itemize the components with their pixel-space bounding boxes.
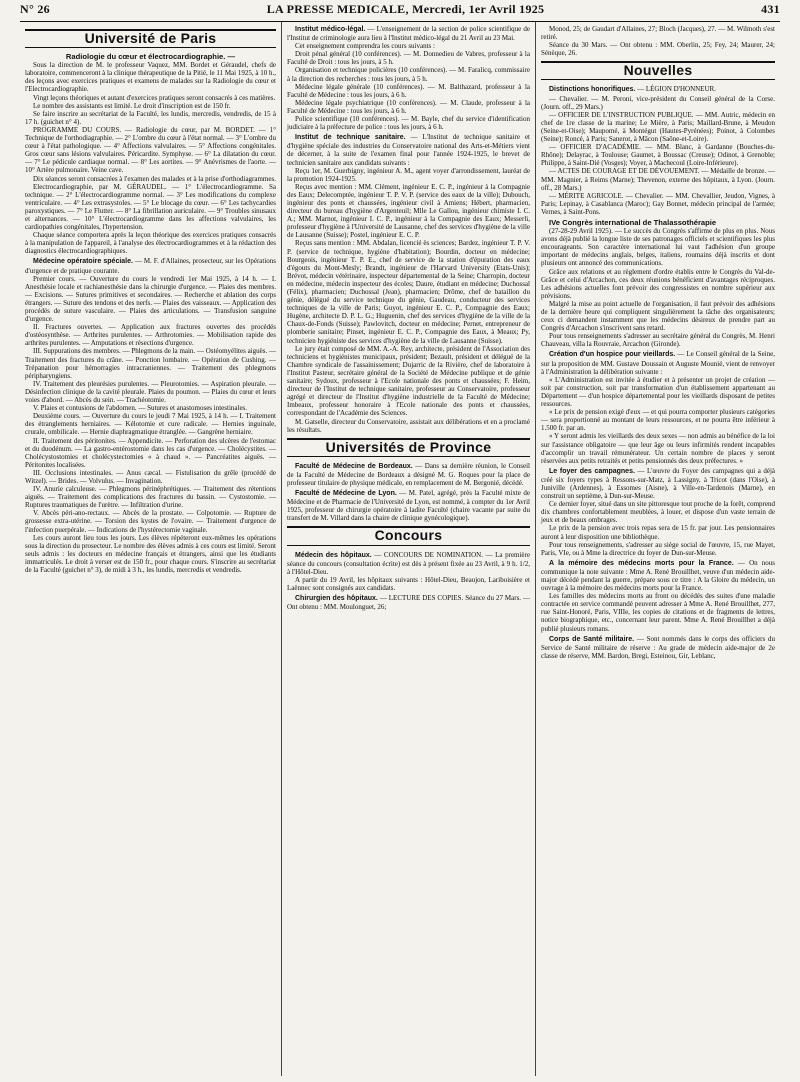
paragraph: V. Abcès péri-ano-rectaux. — Abcès de la prostate. — Colpotomie. — Rupture de grossesse extra-utérine. — Torsion des kystes de l'ovaire. — Traitement d'urgence de l'infection puerpérale. — Indications de l'hystérectomie vaginale. [25,509,276,534]
paragraph: Monod, 25; de Gaudart d'Allaines, 27; Bloch (Jacques), 27. — M. Wilmoth s'est retiré. [541,25,775,42]
paragraph: IV. Traitement des pleurésies purulentes. — Pleurotomies. — Aspiration pleurale. — Désinfection clinique de la cavité pleurale. Plaies du poumon. — Plaies du cœur et leurs voies d'abord. — Abcès du sein. — Trachéotomie. [25,379,276,405]
paragraph: A partir du 19 Avril, les hôpitaux suivants : Hôtel-Dieu, Beaujon, Lariboisière et Laënnec sont consignés aux candidats. [287,575,530,592]
subsection-institut-medico-legal: Institut médico-légal. — L'enseignement de la section de police scientifique de l'Institut de criminologie aura lieu à l'Institut médico-légal du 21 Avril au 23 Mai. [287,25,530,43]
subsection-title: Le foyer des campagnes. [549,467,635,475]
paragraph: Pour tous renseignements, s'adresser au siège social de l'œuvre, 15, rue Mayet, Paris, VIe, ou à Mme la directrice du foyer de Dun-sur-Meuse. [541,540,775,557]
section-heading-universite-paris: Université de Paris [25,29,276,48]
paragraph: Reçus sans mention : MM. Abdalan, licencié ès sciences; Bardez, ingénieur T. P. V. P. (service de technique, hygiène d'habitation); Bourdin, docteur en médecine; Bourgeois, ingénieur T. P. E., chef de service de la station d'épuration des eaux d'égouts du Mont-Mesly; Brandt, ingénieur de l'Harvard University (Etats-Unis); Brévot, médecin vétérinaire, inspecteur départemental de la Seine; Charropin, docteur en médecine, médecin inspecteur des écoles; Daure, étudiant en médecine; Duchossal (Félix), pharmacien; Duchossal (Jean), pharmacien; Drôme, chef de bataillon du génie, délégué du service technique du génie, Gaudeau, conducteur des services techniques de la ville de Paris; Guyot, ingénieur E. C. P., Compagnie des Eaux; Hugène, architecte D. P. L. G.; Huguenin, chef des services d'hygiène de la ville de la Chaux-de-Fonds (Suisse); Pawlovitch, docteur en médecine; Pernet, entrepreneur de plomberie sanitaire; Pinset, ingénieur E. C. P., Compagnie des Eaux, à Meaux; Py, technicien hygiéniste des services d'hygiène de la ville de Lausanne (Suisse). [287,239,530,345]
subsection-title: Faculté de Médecine de Bordeaux. [295,462,413,470]
subsection-corps-sante: Corps de Santé militaire. — Sont nommés dans le corps des officiers du Service de Santé militaire de réserve : Au grade de médecin aide-major de 2e classe de réserve, MM. Bardon, Bregi, Esteinou, Gir, Leblanc, [541,634,775,660]
paragraph: « Y seront admis les vieillards des deux sexes — non admis au bénéfice de la loi sur l'assistance obligatoire — que leur âge ou leurs infirmités rendent incapables d'accomplir un travail rémunérateur. Un certain nombre de places y seront réservées aux petits retraités et petits pensionnés des deux préfectures. » [541,432,775,465]
subsection-intro: — M. F. d'Allaines, prosecteur, sur les Opérations d'urgence et de pratique courante. [25,257,276,275]
section-heading-nouvelles: Nouvelles [541,61,775,80]
paragraph: Grâce aux relations et au règlement d'ordre établis entre le Congrès du Val-de-Grâce et celui d'Arcachon, ces deux réunions bénéficient d'avantages réciproques. Les adhésions actuelles font prévoir des congressistes en nombre supérieur aux prévisions. [541,267,775,300]
paragraph: Médecine légale générale (10 conférences). — M. Balthazard, professeur à la Faculté de Médecine : tous les jours, à 6 h. [287,82,530,99]
paragraph: IV. Anurie calculeuse. — Phlegmons périnéphrétiques. — Traitement des rétentions aiguës. — Traitement des complications des fractures du bassin. — Cystostomie. — Ruptures traumatiques de l'urètre. — Infiltration d'urine. [25,485,276,510]
paragraph: Premier cours. — Ouverture du cours le vendredi 1er Mai 1925, à 14 h. — I. Anesthésie locale et rachianesthésie dans la chirurgie d'urgence. — Plaies des membres. — Excisions. — Sutures primitives et secondaires. — Recherche et ablation des corps étrangers. — Suture des tendons et des nerfs. — Plaies des vaisseaux. — Application des procédés de suture vasculaire. — Plaies des articulations. — Transfusion sanguine d'urgence. [25,274,276,324]
journal-title: LA PRESSE MEDICALE, Mercredi, 1er Avril 1925 [266,2,545,16]
paragraph: — Chevalier. — M. Peroni, vice-président du Conseil général de la Corse. (Journ. off., 29 Mars.) [541,94,775,111]
subsection-chirurgien-hopitaux: Chirurgien des hôpitaux. — LECTURE DES COPIES. Séance du 27 Mars. — Ont obtenu : MM. Moulonguet, 26; [287,594,531,612]
paragraph: Electrocardiographie, par M. GÉRAUDEL. — 1° L'électrocardiogramme. Sa technique. — 2° L'électrocardiogramme normal. — 3° Les modifications du complexe ventriculaire. — 4° Les extrasystoles. — 5° Le blocage du cœur. — 6° Les tachycardies paroxystiques. — 7° Le Flutter. — 8° La fibrillation auriculaire. — 9° Troubles sinusaux et alternances. — 10° L'électrocardiogramme dans les affections valvulaires, les cardiopathies congénitales, l'hypertension. [25,182,276,232]
subsection-lyon: Faculté de Médecine de Lyon. — M. Patel, agrégé, près la Faculté mixte de Médecine et de Pharmacie de l'Université de Lyon, est nommé, à compter du 1er Avril 1925, professeur de chirurgie opératoire à ladite Faculté (chaire vacante par suite du transfert de M. Villard dans la chaire de clinique gynécologique). [287,489,530,523]
subsection-institut-technique-sanitaire: Institut de technique sanitaire. — L'Institut de technique sanitaire et d'hygiène spéciale des industries du Conservatoire national des Arts-et-Métiers vient de décerner, à la suite de l'examen final pour l'année 1924-1925, le brevet de technicien sanitaire aux candidats suivants : [287,133,530,167]
column-2 [282,22,536,1076]
paragraph: Police scientifique (10 conférences). — M. Bayle, chef du service d'identification judiciaire à la préfecture de police : tous les jours, à 6 h. [287,115,530,132]
page-number-right: 431 [761,2,780,16]
subsection-title: Distinctions honorifiques. [549,86,636,94]
paragraph: Sous la direction de M. le professeur Vaquez, MM. Bordet et Géraudel, chefs de laboratoire, commenceront à la clinique thérapeutique de la Pitié, le 11 Mai 1925, à 10 h., des leçons avec exercices pratiques et examens de malades sur la Radiologie du cœur et l'Electrocardiographie. [25,61,276,94]
paragraph: V. Plaies et contusions de l'abdomen. — Sutures et anastomoses intestinales. [33,404,248,413]
subsection-title: Médecin des hôpitaux. [295,551,372,559]
paragraph: Séance du 30 Mars. — Ont obtenu : MM. Oberlin, 25; Fey, 24; Maurer, 24; Sénèque, 26. [541,41,775,58]
subsection-title-radiologie: Radiologie du cœur et électrocardiographie. — [65,52,236,62]
paragraph: Droit pénal général (10 conférences). — M. Donnedieu de Vabres, professeur à la Faculté de Droit : tous les jours, à 5 h. [287,50,530,67]
paragraph: Le prix de la pension avec trois repas sera de 15 fr. par jour. Les pensionnaires auront à leur disposition une bibliothèque. [541,524,775,541]
running-header [20,2,780,20]
subsection-title: Faculté de Médecine de Lyon. [295,490,397,498]
subsection-title: Médecine opératoire spéciale. [33,258,133,266]
paragraph: II. Fractures ouvertes. — Application aux fractures ouvertes des procédés d'ostéosynthèse. — Arthrites purulentes. — Arthrotomies. — Mobilisation rapide des arthrites purulentes. — Amputations et résections d'urgence. [25,323,276,348]
paragraph: Reçus avec mention : MM. Clément, ingénieur E. C. P., ingénieur à la Compagnie des Eaux; Delecomptée, ingénieur T. P. V. P. (service des eaux de la ville); Dubouch, ingénieur des ponts et chaussées, ingénieur civil à Amiens; Hébert, pharmacien, directeur du bureau d'hygiène d'Argenteuil; Mlle Le Gallou, ingénieur chimiste I. C. A.; MM. Marnot, ingénieur I. C. P., ingénieur à la Compagnie des Eaux; Messerli, professeur d'hygiène à l'Université de Lausanne, chef des services d'hygiène de la ville de Lausanne (Suisse); Postel, ingénieur E. C. P. [287,182,530,240]
subsection-bordeaux: Faculté de Médecine de Bordeaux. — Dans sa dernière réunion, le Conseil de la Faculté de Médecine de Bordeaux a désigné M. G. Roques pour la place de professeur titulaire de physique médicale, en remplacement de M. Bergonié, décédé. [287,461,530,487]
subsection-medecine-operatoire [25,257,276,274]
subsection-title: Chirurgien des hôpitaux. [295,595,378,602]
paragraph: Reçu 1er, M. Guerbigny, ingénieur A. M., agent voyer d'arrondissement, lauréat de la promotion 1924-1925. [287,166,530,183]
subsection-title: Création d'un hospice pour vieillards. [549,351,676,359]
paragraph: Malgré la mise au point actuelle de l'organisation, il faut prévoir des adhésions de la dernière heure qui compliquent singulièrement la tâche des organisateurs; ceux ci demandent instamment que les médecins désireux de prendre part au Congrès d'Arcachon s'inscrivent sans retard. [541,299,775,333]
paragraph: — OFFICIER DE L'INSTRUCTION PUBLIQUE. — MM. Autric, médecin en chef de 1re classe de la marine; Le Mière, à Paris; Maillard-Brune, à Meudon (Seine-et-Oise); Maupomé, à Montégut (Hautes-Pyrénées); Poinot, à Colombes (Seine); Roncé, à Paris; Sanerot, à Mâcon (Saône-et-Loire). [541,110,775,144]
subsection-title: Institut de technique sanitaire. [295,134,406,142]
paragraph: Deuxième cours. — Ouverture du cours le jeudi 7 Mai 1925, à 14 h. — I. Traitement des étranglements herniaires. — Kélotomie et cure radicale. — Hernies inguinale, crurale, ombilicale. — Hernie diaphragmatique étranglée. — Gangrène herniaire. [25,412,276,437]
paragraph: Vingt leçons théoriques et autant d'exercices pratiques seront consacrés à ces matières. [33,93,276,102]
paragraph: « L'Administration est invitée à étudier et à présenter un projet de création — soit par construction, soit par transformation d'un établissement appartenant au Département — d'un hospice départemental pour les vieillards disposant de petites ressources. [541,375,775,409]
paragraph: Dix séances seront consacrées à l'examen des malades et à la prise d'orthodiagrammes. [33,174,276,183]
subsection-title-congres: IVe Congrès international de Thalassothérapie [549,217,717,227]
subsection-memoire: A la mémoire des médecins morts pour la France. — On nous communique la note suivante : Mme A. René Brouillhet, veuve d'un médecin aide-major décédé pendant la guerre, prépare sous ce titre : A la Gloire du médecin, un ouvrage à la mémoire des médecins morts pour la France. [541,558,776,593]
subsection-hospice: Création d'un hospice pour vieillards. — Le Conseil général de la Seine, sur la proposition de MM. Gustave Doussain et Auguste Mounié, vient de renvoyer à l'Administration la délibération suivante : [541,350,775,376]
paragraph: III. Suppurations des membres. — Phlegmons de la main. — Ostéomyélites aiguës. — Traitement des fractures du crâne. — Ponction lombaire. — Opération de Cushing. — Trépanation pour hémorragies intracraniennes. — Traitement des phlegmons péripharyngiens. [25,347,276,380]
section-heading-universites-province: Universités de Province [287,438,530,457]
subsection-title: A la mémoire des médecins morts pour la France. [549,559,734,567]
subsection-title: Corps de Santé militaire. [549,635,635,643]
paragraph: Se faire inscrire au secrétariat de la Faculté, les lundis, mercredis, vendredis, de 15 à 17 h. (guichet n° 4). [25,109,276,126]
section-heading-concours: Concours [287,526,530,545]
paragraph: M. Gatselle, directeur du Conservatoire, assistait aux délibérations et en a proclamé les résultats. [287,417,530,434]
paragraph: Ce dernier foyer, situé dans un site pittoresque tout proche de la forêt, comprend dix chambres confortablement meublées, à louer, et dispose d'un vaste terrain de jeux et de beaux ombrages. [541,500,775,525]
paragraph: Cet enseignement comprendra les cours suivants : [295,42,435,51]
paragraph: Les familles des médecins morts au front ou décédés des suites d'une maladie contractée en service commandé peuvent adresser à Mme A. René Brouillhet, 277, rue Saint-Honoré, Paris, VIIIe, les copies de citations et de fragments de lettres, notice biographique, etc., concernant leur parent. Mme A. René Brouillhet a déjà publié plusieurs romans. [541,592,775,633]
paragraph: III. Occlusions intestinales. — Anus cæcal. — Fistulisation du grêle (procédé de Witzel). — Brides. — Volvulus. — Invagination. [25,468,276,485]
paragraph: — MÉRITE AGRICOLE. — Chevalier. — MM. Chevallier, Jeudon, Vignes, à Paris; Lepinay, à Casablanca (Maroc); Gay Bonnet, médecin principal de l'armée; Vernes, à Saint-Pons. [541,191,775,216]
paragraph: Organisation et technique policières (10 conférences). — M. Faralicq, commissaire à la direction des recherches : tous les jours, à 5 h. [287,66,530,83]
columns [20,22,780,1076]
column-1 [20,22,282,1076]
paragraph: Médecine légale psychiatrique (10 conférences). — M. Claude, professeur à la Faculté de Médecine : tous les jours, à 6 h. [287,98,530,115]
paragraph: II. Traitement des péritonites. — Appendicite. — Perforation des ulcères de l'estomac et du duodénum. — La gastro-entérostomie dans les cas d'urgence. — Cholécystites. — Cholécystostomies et cholécystectomies « à chaud ». — Pancréatites aiguës. — Péritonites localisées. [25,436,276,469]
subsection-medecin-hopitaux: Médecin des hôpitaux. — CONCOURS DE NOMINATION. — La première séance du concours (consultation écrite) est dès à présent fixée au 23 Avril, à 9 h. 1/2, à l'Hôtel-Dieu. [287,550,530,576]
paragraph: Les cours auront lieu tous les jours. Les élèves répéteront eux-mêmes les opérations sous la direction du prosecteur. Le nombre des élèves admis à ces cours est limité. Seront seuls admis : les docteurs en médecine français et étrangers, ainsi que les étudiants immatriculés. Le droit à verser est de 150 fr., pour chaque cours. S'inscrire au secrétariat de la Faculté (guichet n° 3), de midi à 3 h., les lundis, mercredis et vendredis. [25,533,276,574]
paragraph: PROGRAMME DU COURS. — Radiologie du cœur, par M. BORDET. — 1° Technique de l'orthodiagraphie. — 2° L'ombre du cœur à l'état normal. — 3° L'ombre du cœur à l'état pathologique. — 4° Affections valvulaires. — 5° Affections congénitales. Gros cœur sans lésions valvulaires. Péricardite. Symphyse. — 6° La dilatation du cœur. — 7° Le pédicule cardiaque normal. — 8° Les aortites. — 9° Anévrismes de l'aorte. — 10° Artère pulmonaire. Veine cave. [25,125,276,175]
paragraph: — OFFICIER D'ACADÉMIE. — MM. Blanc, à Gardanne (Bouches-du-Rhône); Delayrac, à Toulouse; Gaumet, à Boussac (Creuse); Odinot, à Grenoble; Philippe, à Saint-Dié (Vosges); Voyer, à Machecoul (Loire-Inférieure). [541,143,775,168]
paragraph: Chaque séance comportera après la leçon théorique des exercices pratiques consacrés à la manipulation de l'appareil, à l'analyse des électrocardiogrammes et à la rédaction des diagnostics électrocardiographiques. [25,231,276,256]
paragraph: Pour tous renseignements s'adresser au secrétaire général du Congrès, M. Henri Chauveau, villa la Rouvraie, Arcachon (Gironde). [541,332,775,349]
paragraph: Le jury était composé de MM. A.-A. Rey, architecte, président de l'Association des techniciens et hygiénistes municipaux, président; Bezault, président et délégué de la Chambre syndicale de l'assainissement; Dujarric de la Rivière, chef de laboratoire à l'Institut Pasteur, secrétaire général de la Société de Médecine publique et de génie sanitaire; Sydoux, professeur à l'Ecole nationale des ponts et chaussées; F. Heim, directeur de l'Institut de technique sanitaire, professeur au Conservatoire, professeur agrégé et directeur de l'Institut d'hygiène industrielle de la Faculté de Médecine; Imbeaux, professeur honoraire à l'Ecole nationale des ponts et chaussées, correspondant de l'Académie des Sciences. [287,344,530,418]
paragraph: (27-28-29 Avril 1925). — Le succès du Congrès s'affirme de plus en plus. Nous avons déjà publié la longue liste de ses patronages officiels et scientifiques les plus encourageants. Son caractère international lui vaut l'adhésion d'un groupe important de médecins anglais, belges, italiens, roumains déjà inscrits et dont plusieurs ont annoncé des communications. [541,227,775,268]
column-3 [536,22,780,1076]
page-number-left: N° 26 [20,2,50,16]
paragraph: — ACTES DE COURAGE ET DE DÉVOUEMENT. — Médaille de bronze. — MM. Magnier, à Reims (Marne); Thevenon, externe des hôpitaux, à Lyon. (Journ. off., 28 Mars.) [541,167,775,192]
subsection-distinctions: Distinctions honorifiques. — LÉGION D'HONNEUR. [549,85,716,94]
subsection-foyer: Le foyer des campagnes. — L'œuvre du Foyer des campagnes qui a déjà créé six foyers types à Ressons-sur-Matz, à Lassigny, à Tricot (dans l'Oise), à Juniville (Ardennes), à Essomes (Aisne), à Ville-en-Tardenois (Marne), en construit un septième, à Dun-sur-Meuse. [541,466,775,501]
subsection-title: Institut médico-légal. [295,26,366,33]
paragraph: « Le prix de pension exigé d'eux — et qui pourra comporter plusieurs catégories — sera proportionné au montant de leurs ressources, et ne pourra être inférieur à 1.500 fr. par an. [541,408,775,433]
paragraph: Le nombre des assistants est limité. Le droit d'inscription est de 150 fr. [33,101,231,110]
